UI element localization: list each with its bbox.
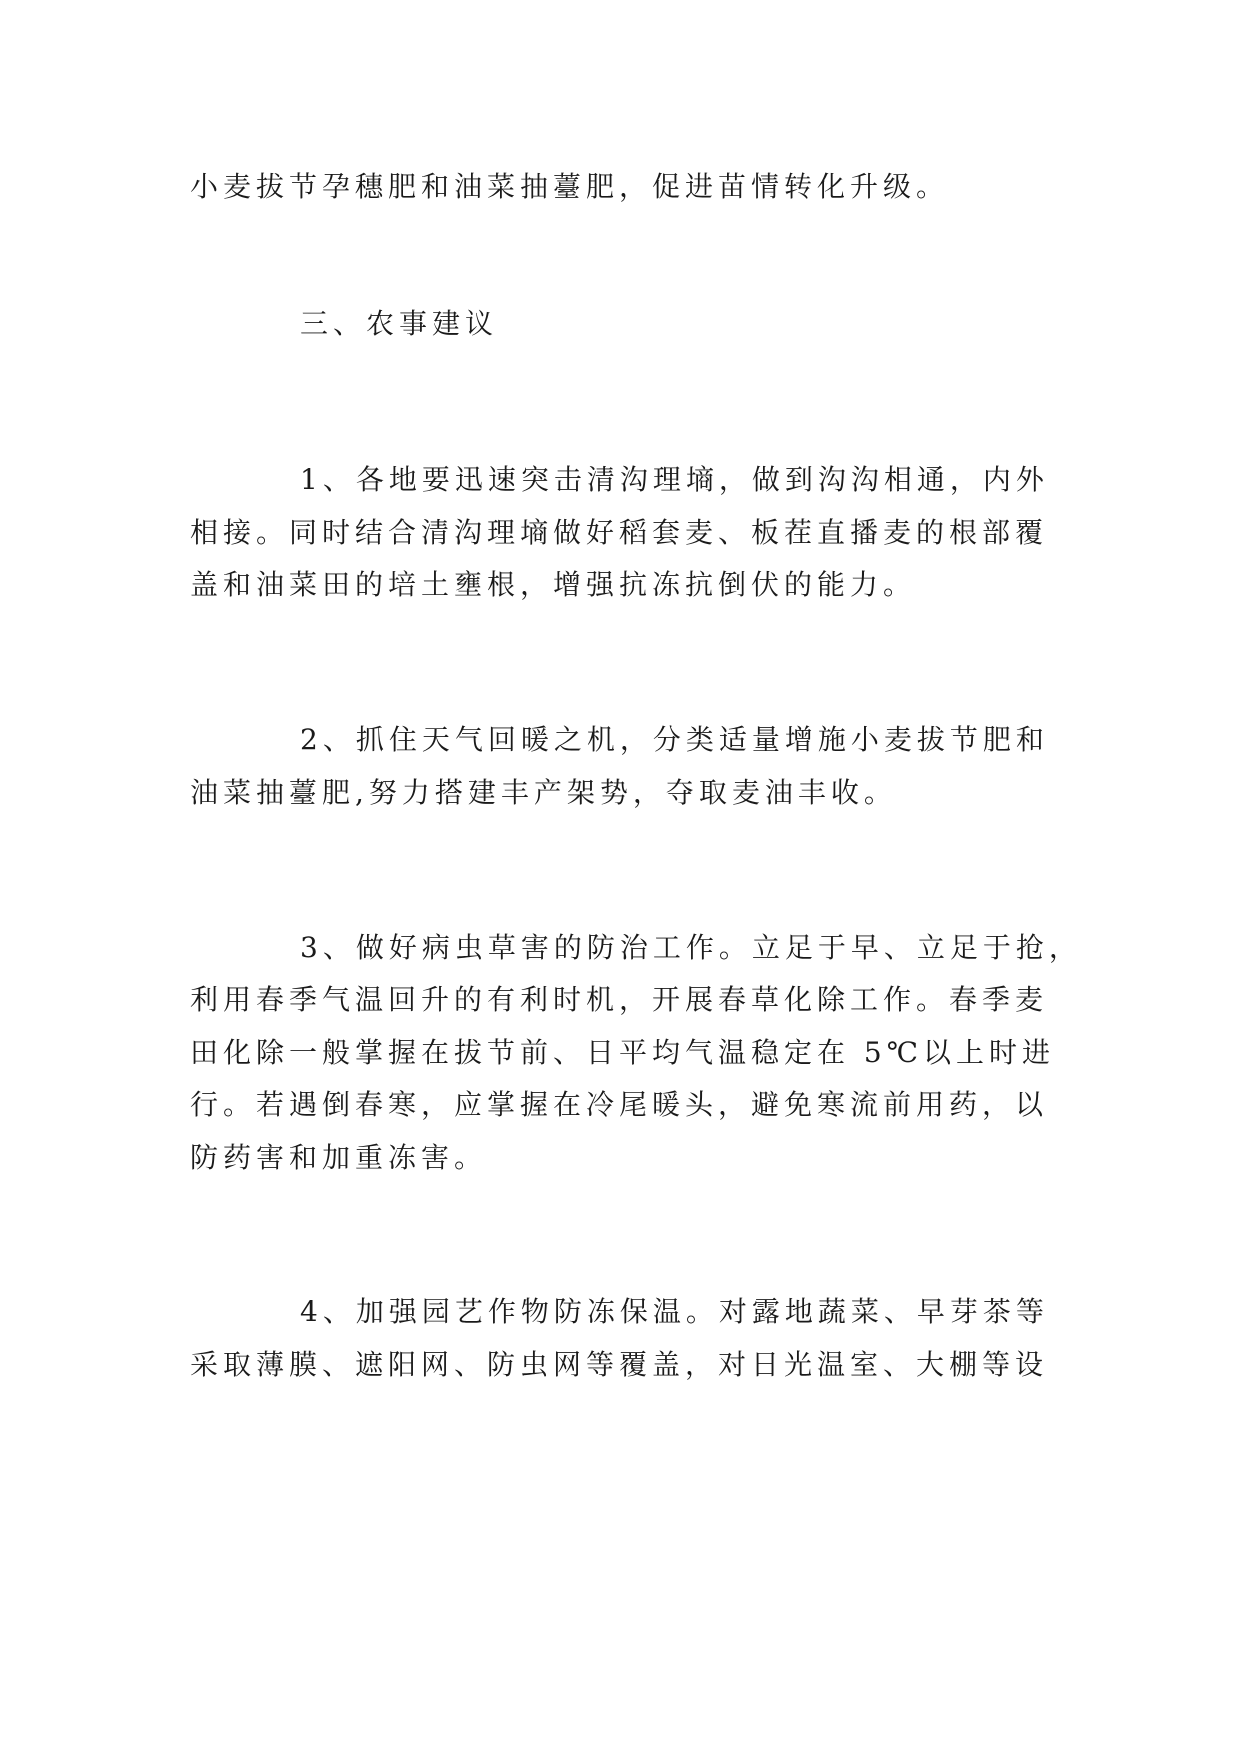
text-line: 田化除一般掌握在拔节前、日平均气温稳定在 5℃以上时进 [190, 1036, 1056, 1069]
section-heading: 三、农事建议 [300, 307, 499, 340]
text-line: 防药害和加重冻害。 [190, 1141, 488, 1174]
text-line: 小麦拔节孕穗肥和油菜抽薹肥，促进苗情转化升级。 [190, 170, 950, 203]
text-line: 相接。同时结合清沟理墒做好稻套麦、板茬直播麦的根部覆 [190, 516, 1049, 549]
text-line: 利用春季气温回升的有利时机，开展春草化除工作。春季麦 [190, 983, 1049, 1016]
text-line: 4、加强园艺作物防冻保温。对露地蔬菜、早芽茶等 [300, 1295, 1049, 1328]
text-line: 油菜抽薹肥,努力搭建丰产架势，夺取麦油丰收。 [190, 776, 897, 809]
text-line: 3、做好病虫草害的防治工作。立足于早、立足于抢， [300, 931, 1082, 964]
text-line: 行。若遇倒春寒，应掌握在冷尾暖头，避免寒流前用药，以 [190, 1088, 1049, 1121]
text-line: 1、各地要迅速突击清沟理墒，做到沟沟相通，内外 [300, 463, 1049, 496]
text-line: 2、抓住天气回暖之机，分类适量增施小麦拔节肥和 [300, 723, 1049, 756]
text-line: 盖和油菜田的培土壅根，增强抗冻抗倒伏的能力。 [190, 568, 917, 601]
text-line: 采取薄膜、遮阳网、防虫网等覆盖，对日光温室、大棚等设 [190, 1348, 1049, 1381]
